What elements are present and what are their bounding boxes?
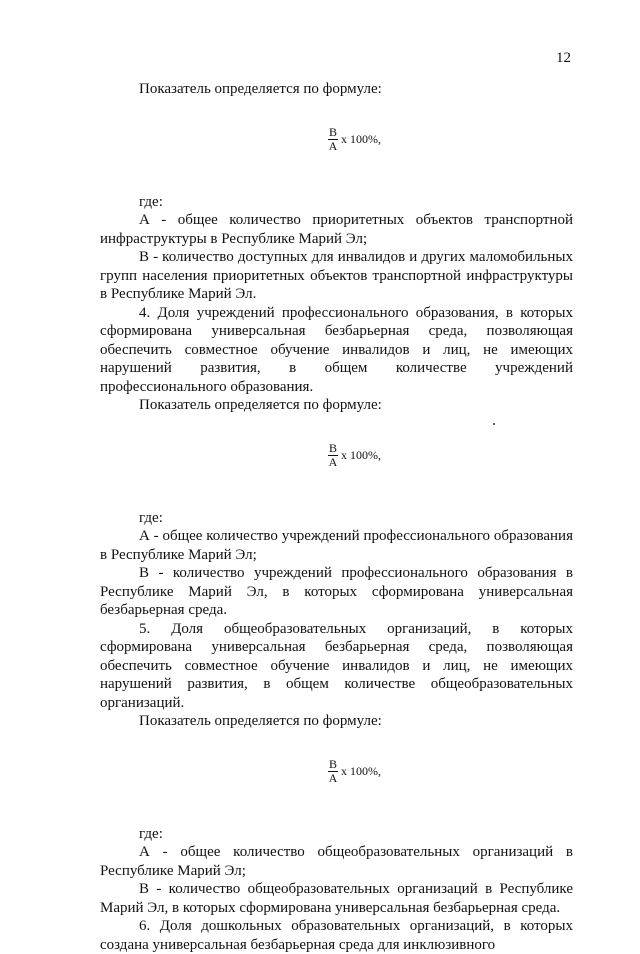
where-label-3: где: (139, 825, 163, 842)
definition-b-3: В - количество общеобразовательных организаций в Республике Марий Эл, в которых сформирована универсальная безбарьерная среда. (100, 881, 573, 916)
fraction (328, 126, 338, 153)
numerator: B (329, 125, 338, 139)
definition-a-2: А - общее количество учреждений профессионального образования в Республике Марий Эл; (100, 528, 573, 563)
fraction (328, 442, 338, 469)
formula-suffix: x 100%, (341, 764, 382, 778)
definition-b-1: В - количество доступных для инвалидов и других маломобильных групп населения приоритетных объектов транспортной инфраструктуры в Республике Марий Эл. (100, 249, 573, 302)
indicator-4: 4. Доля учреждений профессионального образования, в которых сформирована универсальная безбарьерная среда, позволяющая обеспечить совместное обучение инвалидов и лиц, не имеющих нарушений развития, в общем количестве учреждений профессионального образования. (100, 304, 573, 395)
document-body (100, 80, 573, 954)
denominator: A (328, 771, 338, 785)
formula-3 (100, 753, 573, 791)
indicator-5: 5. Доля общеобразовательных организаций, в которых сформирована универсальная безбарьерная среда, позволяющая обеспечить совместное обучение инвалидов и лиц, не имеющих нарушений развития, в общем количестве общеобразовательных организаций. (100, 620, 573, 711)
numerator: B (329, 757, 338, 771)
formula-1 (100, 121, 573, 159)
formula-intro-2: Показатель определяется по формуле: (139, 397, 382, 413)
denominator: A (328, 455, 338, 469)
formula-intro-1: Показатель определяется по формуле: (139, 81, 382, 97)
fraction (328, 758, 338, 785)
indicator-6: 6. Доля дошкольных образовательных организаций, в которых создана универсальная безбарьерная среда для инклюзивного (100, 918, 573, 953)
formula-suffix: x 100%, (341, 132, 382, 146)
definition-a-3: А - общее количество общеобразовательных организаций в Республике Марий Эл; (100, 844, 573, 879)
definition-b-2: В - количество учреждений профессионального образования в Республике Марий Эл, в которых сформирована универсальная безбарьерная среда. (100, 565, 573, 618)
denominator: A (328, 139, 338, 153)
formula-intro-3: Показатель определяется по формуле: (139, 713, 382, 729)
where-label-1: где: (139, 193, 163, 210)
formula-2 (100, 437, 573, 475)
where-label-2: где: (139, 509, 163, 526)
definition-a-1: А - общее количество приоритетных объектов транспортной инфраструктуры в Республике Марий Эл; (100, 212, 573, 247)
formula-suffix: x 100%, (341, 448, 382, 462)
page-number: 12 (556, 50, 571, 66)
numerator: B (329, 441, 338, 455)
